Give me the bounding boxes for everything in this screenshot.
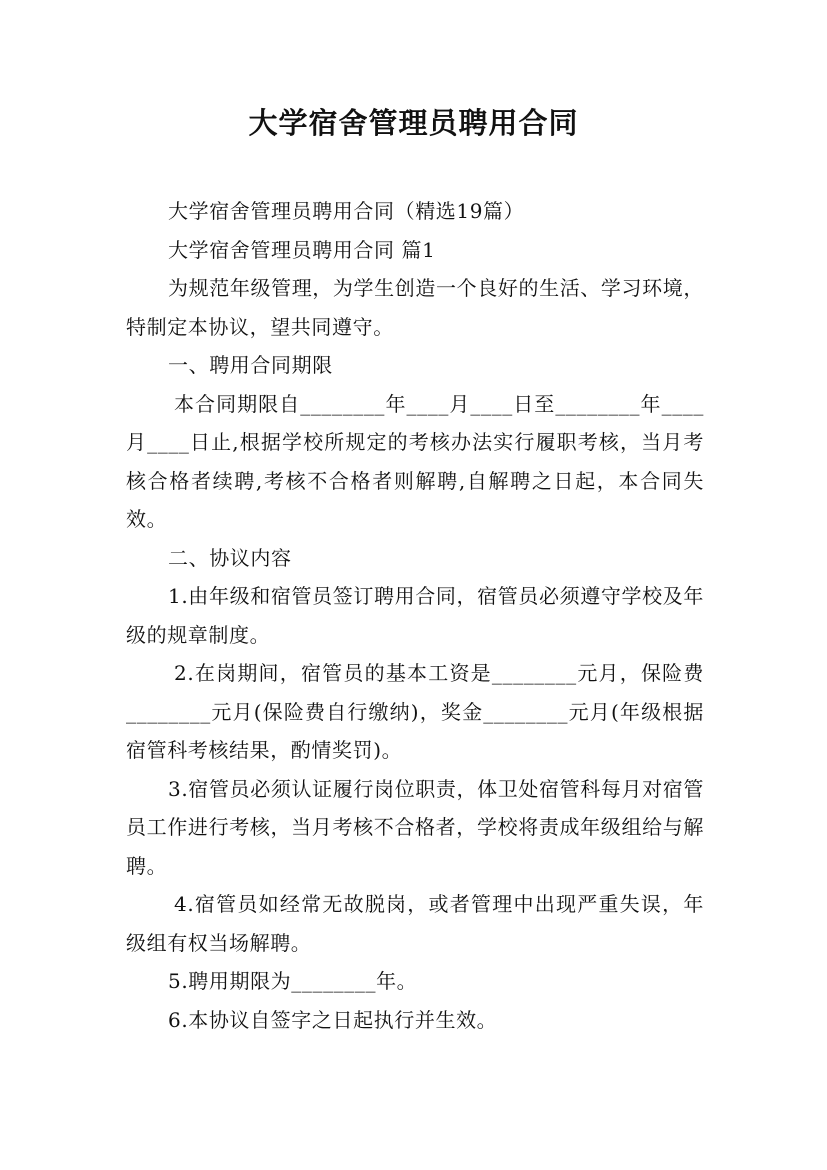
paragraph-item-6: 6.本协议自签字之日起执行并生效。 [168, 1007, 498, 1032]
paragraph-item-1: 1.由年级和宿管员签订聘用合同，宿管员必须遵守学校及年级的规章制度。 [126, 584, 704, 647]
heading-agreement-content: 二、协议内容 [168, 545, 292, 570]
paragraph-item-3: 3.宿管员必须认证履行岗位职责，体卫处宿管科每月对宿管员工作进行考核，当月考核不合格者，学校将责成年级组给与解聘。 [126, 776, 704, 878]
paragraph-item-4: 4.宿管员如经常无故脱岗，或者管理中出现严重失误，年级组有权当场解聘。 [126, 892, 704, 955]
document-title: 大学宿舍管理员聘用合同 [248, 106, 579, 140]
paragraph-item-2: 2.在岗期间，宿管员的基本工资是________元月，保险费________元月(保险费自行缴纳)，奖金________元月(年级根据宿管科考核结果，酌情奖罚)。 [126, 661, 704, 762]
document-body [126, 192, 704, 1039]
paragraph-subtitle: 大学宿舍管理员聘用合同（精选19篇） [168, 199, 525, 223]
paragraph-intro: 为规范年级管理，为学生创造一个良好的生活、学习环境，特制定本协议，望共同遵守。 [126, 276, 704, 339]
heading-contract-term: 一、聘用合同期限 [168, 353, 333, 377]
paragraph-contract-term: 本合同期限自________年____月____日至________年____月____日止,根据学校所规定的考核办法实行履职考核，当月考核合格者续聘,考核不合格者则解聘,自解聘之日起，本合同失效。 [126, 391, 704, 531]
paragraph-item-5: 5.聘用期限为________年。 [168, 969, 418, 993]
paragraph-section-heading: 大学宿舍管理员聘用合同 篇1 [168, 237, 436, 262]
